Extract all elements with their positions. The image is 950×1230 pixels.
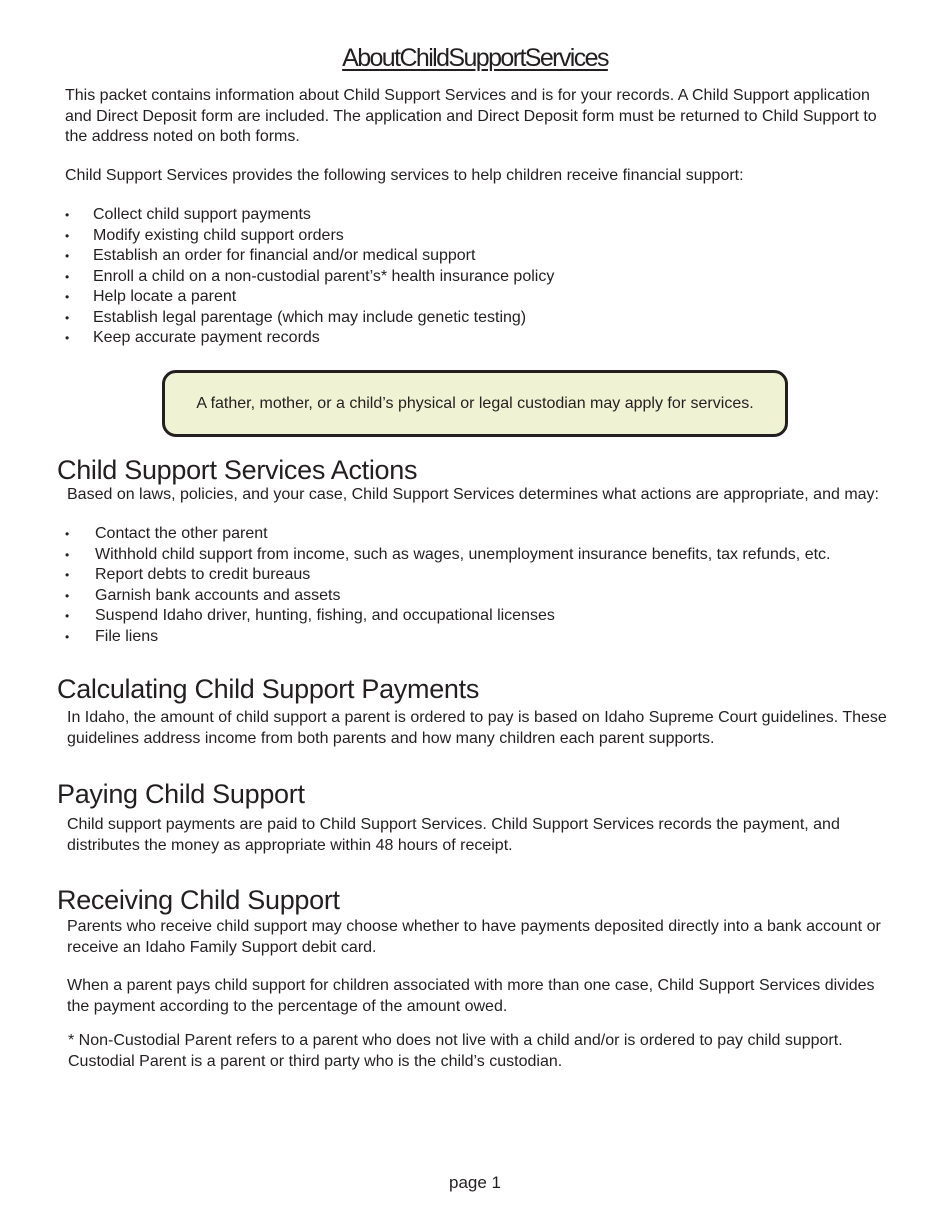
bullet-glyph: •: [65, 331, 70, 345]
bullet-glyph: •: [65, 269, 70, 284]
bullet-glyph: •: [65, 588, 70, 603]
list-item: • Keep accurate payment records: [65, 328, 885, 349]
list-item: • File liens: [65, 627, 895, 648]
list-item: • Garnish bank accounts and assets: [65, 586, 895, 607]
list-item: • Report debts to credit bureaus: [65, 565, 895, 586]
list-item: • Withhold child support from income, such as wages, unemployment insurance benefits, tax refunds, etc.: [65, 545, 895, 566]
section-heading-receiving: Receiving Child Support: [57, 885, 340, 915]
services-lead: Child Support Services provides the following services to help children receive financial support:: [65, 167, 744, 184]
services-list: [65, 205, 885, 349]
list-item: • Establish legal parentage (which may include genetic testing): [65, 308, 885, 329]
intro-paragraph: This packet contains information about Child Support Services and is for your records. A Child Support application and Direct Deposit form are included. The application and Direct Deposit form must be returned to Child Support to the address noted on both forms.: [65, 87, 877, 145]
page-number: page 1: [449, 1173, 501, 1192]
calculating-paragraph: In Idaho, the amount of child support a parent is ordered to pay is based on Idaho Supreme Court guidelines. These guidelines address income from both parents and how many children each parent supports.: [67, 709, 887, 747]
list-item: • Enroll a child on a non-custodial parent’s* health insurance policy: [65, 267, 885, 288]
list-item: • Suspend Idaho driver, hunting, fishing, and occupational licenses: [65, 606, 895, 627]
callout-text: A father, mother, or a child’s physical or legal custodian may apply for services.: [196, 394, 754, 412]
bullet-glyph: •: [65, 629, 70, 644]
eligibility-callout: [162, 370, 788, 437]
bullet-glyph: •: [65, 568, 70, 582]
list-item: • Establish an order for financial and/or medical support: [65, 246, 885, 267]
bullet-glyph: •: [65, 228, 70, 243]
receiving-paragraph-2: When a parent pays child support for children associated with more than one case, Child Support Services divides the payment according to the percentage of the amount owed.: [67, 977, 875, 1015]
bullet-glyph: •: [65, 310, 70, 325]
document-title: AboutChildSupportServices: [342, 44, 608, 72]
bullet-glyph: •: [65, 249, 70, 263]
list-item: • Help locate a parent: [65, 287, 885, 308]
section-heading-calculating: Calculating Child Support Payments: [57, 674, 480, 704]
footnote: * Non-Custodial Parent refers to a parent who does not live with a child and/or is ordered to pay child support. Custodial Parent is a parent or third party who is the child’s custodian.: [68, 1032, 843, 1070]
section-heading-paying: Paying Child Support: [57, 779, 305, 809]
bullet-glyph: •: [65, 547, 70, 562]
receiving-paragraph-1: Parents who receive child support may choose whether to have payments deposited directly into a bank account or receive an Idaho Family Support debit card.: [67, 918, 881, 956]
paying-paragraph: Child support payments are paid to Child Support Services. Child Support Services records the payment, and distributes the money as appropriate within 48 hours of receipt.: [67, 816, 840, 854]
bullet-glyph: •: [65, 290, 70, 304]
section-heading-actions: Child Support Services Actions: [57, 455, 418, 485]
actions-lead: Based on laws, policies, and your case, Child Support Services determines what actions are appropriate, and may:: [67, 486, 879, 503]
list-item: • Collect child support payments: [65, 205, 885, 226]
actions-list: [65, 524, 895, 647]
bullet-glyph: •: [65, 609, 70, 623]
bullet-glyph: •: [65, 527, 70, 541]
bullet-glyph: •: [65, 208, 70, 222]
list-item: • Contact the other parent: [65, 524, 895, 545]
list-item: • Modify existing child support orders: [65, 226, 885, 247]
